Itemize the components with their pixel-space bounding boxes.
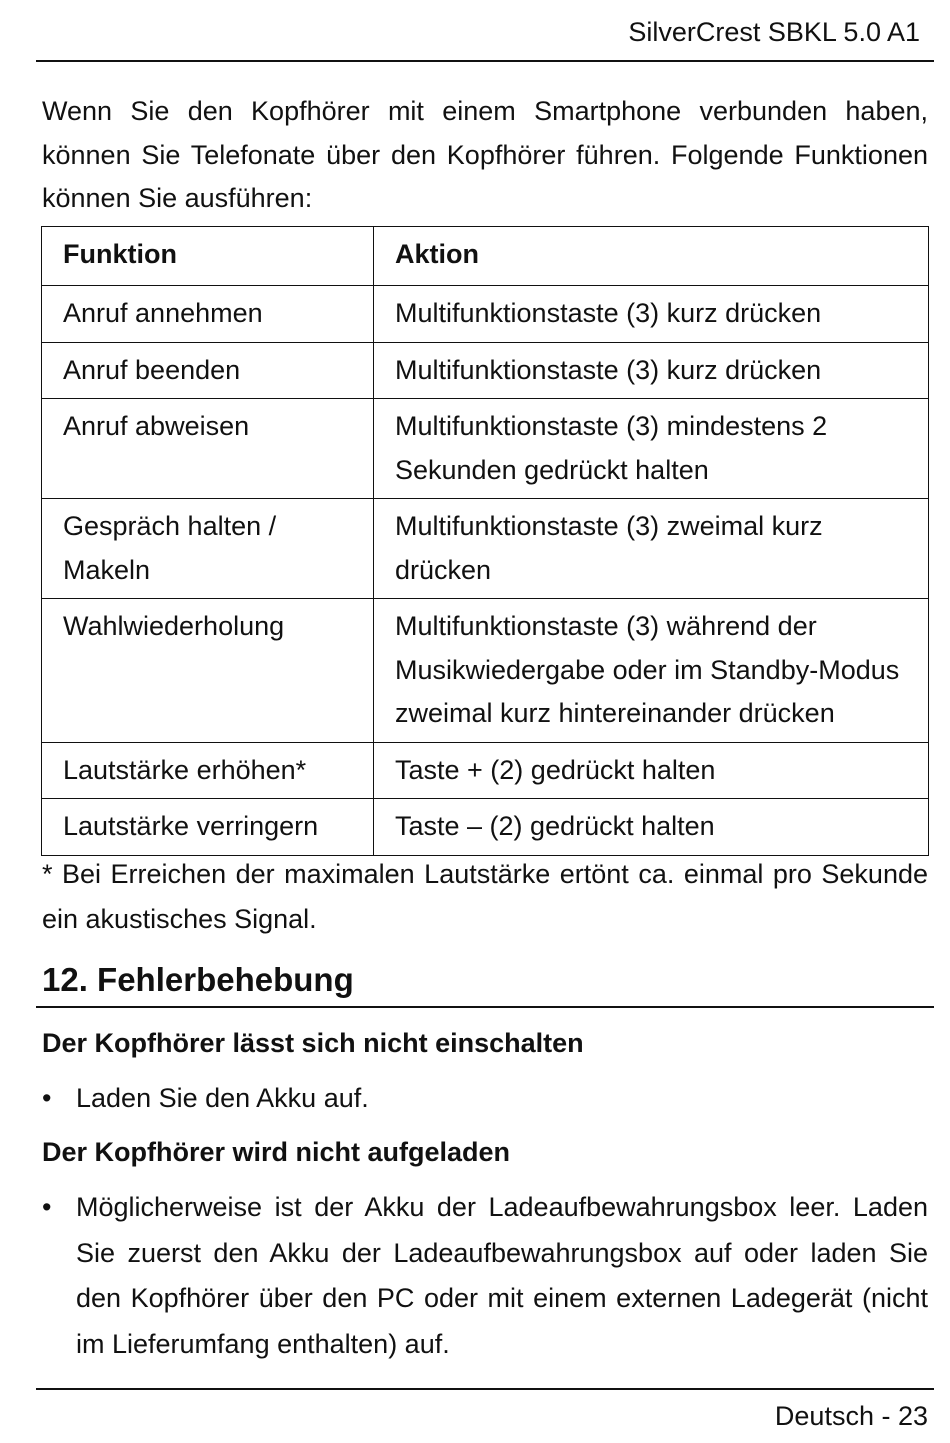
table-header-funktion: Funktion <box>42 227 374 286</box>
table-header-row <box>42 227 929 286</box>
header-divider <box>36 60 934 62</box>
table-cell-funktion: Anruf annehmen <box>42 286 374 343</box>
table-cell-funktion: Wahlwiederholung <box>42 599 374 743</box>
table-footnote: * Bei Erreichen der maximalen Lautstärke ertönt ca. einmal pro Sekunde ein akustisches Signal. <box>42 859 928 934</box>
table-cell-aktion: Multifunktionstaste (3) mindestens 2 Sekunden gedrückt halten <box>374 399 929 499</box>
table-cell-aktion: Taste – (2) gedrückt halten <box>374 799 929 856</box>
table-cell-aktion: Multifunktionstaste (3) zweimal kurz drücken <box>374 499 929 599</box>
table-cell-funktion: Anruf beenden <box>42 342 374 399</box>
table-cell-aktion: Multifunktionstaste (3) kurz drücken <box>374 286 929 343</box>
list-item-text: Möglicherweise ist der Akku der Ladeaufbewahrungsbox leer. Laden Sie zuerst den Akku der Ladeaufbewahrungsbox auf oder laden Sie den Kopfhörer über den PC oder mit einem externen Ladegerät (nicht im Lieferumfang enthalten) auf. <box>76 1192 928 1359</box>
list-item <box>42 1185 928 1367</box>
table-row <box>42 399 929 499</box>
section-title: 12. Fehlerbehebung <box>42 961 354 998</box>
table-row <box>42 742 929 799</box>
table-cell-funktion: Gespräch halten / Makeln <box>42 499 374 599</box>
table-row <box>42 499 929 599</box>
table-cell-aktion: Multifunktionstaste (3) während der Musikwiedergabe oder im Standby-Modus zweimal kurz hintereinander drücken <box>374 599 929 743</box>
list-item-text: Laden Sie den Akku auf. <box>76 1083 369 1113</box>
list-item <box>42 1076 928 1122</box>
table-row <box>42 342 929 399</box>
troubleshoot-heading: Der Kopfhörer lässt sich nicht einschalten <box>42 1028 584 1058</box>
table-row <box>42 286 929 343</box>
bullet-dot-icon: • <box>42 1083 52 1113</box>
table-header-aktion: Aktion <box>374 227 929 286</box>
intro-paragraph: Wenn Sie den Kopfhörer mit einem Smartphone verbunden haben, können Sie Telefonate über den Kopfhörer führen. Folgende Funktionen können Sie ausführen: <box>42 96 928 213</box>
table-cell-funktion: Lautstärke erhöhen* <box>42 742 374 799</box>
page-header-title: SilverCrest SBKL 5.0 A1 <box>628 17 920 47</box>
troubleshoot-heading: Der Kopfhörer wird nicht aufgeladen <box>42 1137 511 1167</box>
table-cell-aktion: Multifunktionstaste (3) kurz drücken <box>374 342 929 399</box>
table-row <box>42 799 929 856</box>
table-row <box>42 599 929 743</box>
section-divider <box>36 1006 934 1008</box>
table-cell-funktion: Lautstärke verringern <box>42 799 374 856</box>
bullet-dot-icon: • <box>42 1192 52 1222</box>
functions-table <box>41 226 929 856</box>
footer-divider <box>36 1388 934 1390</box>
table-cell-aktion: Taste + (2) gedrückt halten <box>374 742 929 799</box>
page-number: Deutsch - 23 <box>774 1401 928 1431</box>
table-cell-funktion: Anruf abweisen <box>42 399 374 499</box>
